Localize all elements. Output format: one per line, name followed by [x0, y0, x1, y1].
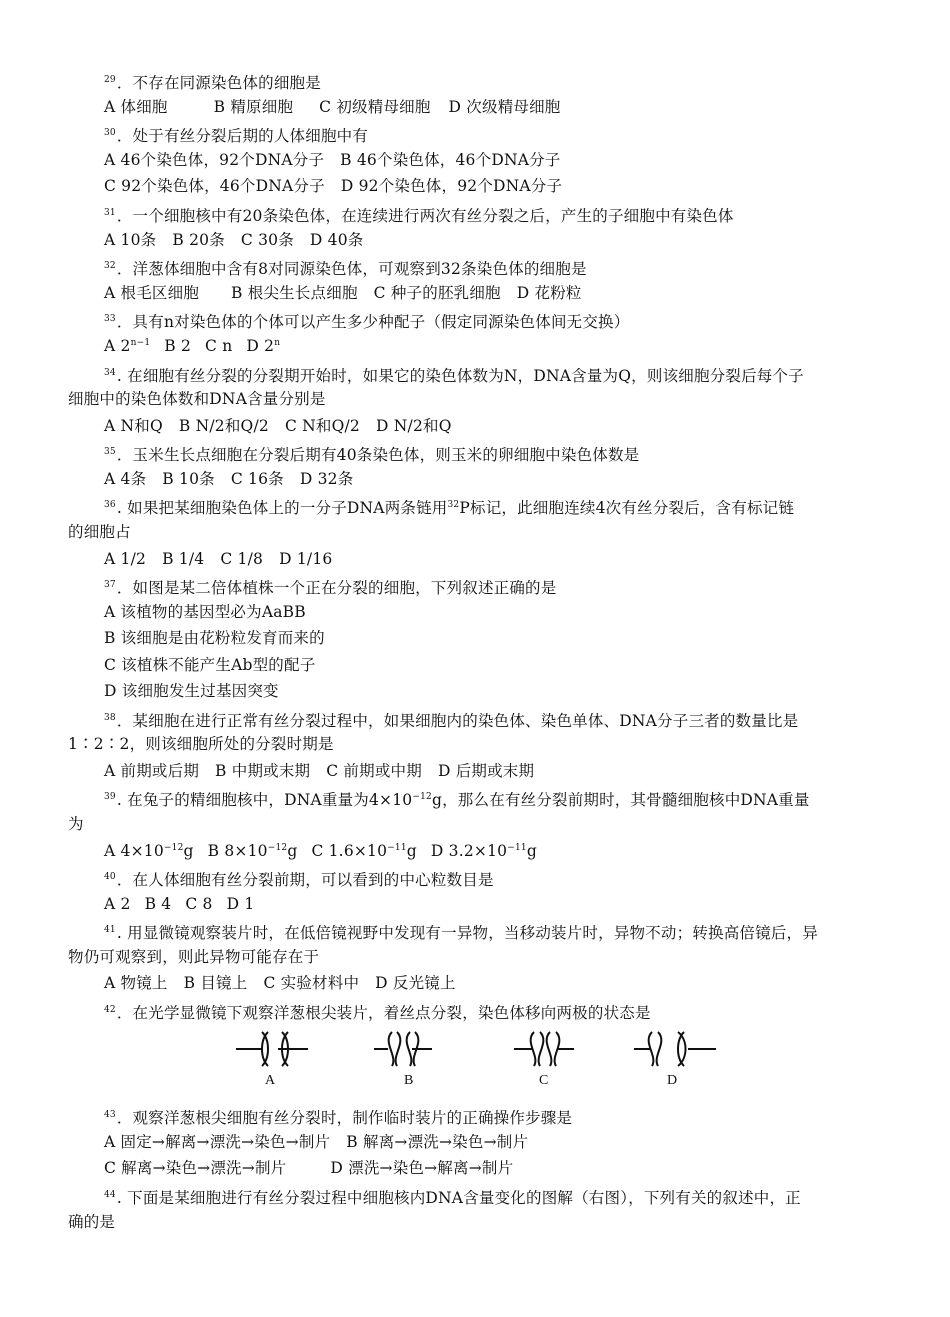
question-33: $^{33}$．具有n对染色体的个体可以产生多少种配子（假定同源染色体间无交换）: [104, 313, 630, 332]
question-36-continued: 的细胞占: [68, 523, 131, 541]
question-43-options-cd: C 解离→染色→漂洗→制片 D 漂洗→染色→解离→制片: [104, 1159, 514, 1177]
question-43-options-ab: A 固定→解离→漂洗→染色→制片 B 解离→漂洗→染色→制片: [104, 1133, 529, 1151]
question-34: $^{34}$. 在细胞有丝分裂的分裂期开始时，如果它的染色体数为N，DNA含量为Q，则该细胞分裂后每个子: [104, 367, 804, 386]
question-30-options-ab: A 46个染色体，92个DNA分子 B 46个染色体，46个DNA分子: [104, 151, 561, 169]
question-42: $^{42}$．在光学显微镜下观察洋葱根尖装片，着丝点分裂，染色体移向两极的状态是: [104, 1004, 651, 1023]
question-40-options: A 2 B 4 C 8 D 1: [104, 895, 255, 913]
question-29-options: A 体细胞 B 精原细胞 C 初级精母细胞 D 次级精母细胞: [104, 98, 561, 116]
chromosome-option-b: [374, 1032, 432, 1066]
question-43: $^{43}$．观察洋葱根尖细胞有丝分裂时，制作临时装片的正确操作步骤是: [104, 1109, 573, 1128]
question-40: $^{40}$．在人体细胞有丝分裂前期，可以看到的中心粒数目是: [104, 871, 494, 890]
question-37-option-a: A 该植物的基因型必为AaBB: [104, 603, 306, 621]
question-44-continued: 确的是: [68, 1213, 116, 1231]
chromosome-figure: [232, 1026, 722, 1092]
question-38-continued: 1∶2∶2，则该细胞所处的分裂时期是: [68, 735, 334, 753]
figure-label-d: D: [667, 1073, 678, 1088]
question-31-options: A 10条 B 20条 C 30条 D 40条: [104, 231, 364, 249]
question-32: $^{32}$．洋葱体细胞中含有8对同源染色体，可观察到32条染色体的细胞是: [104, 260, 587, 279]
question-39: $^{39}$. 在兔子的精细胞核中，DNA重量为$4\times 10^{-12}g$，那么在有丝分裂前期时，其骨髓细胞核中DNA重量: [104, 791, 810, 810]
question-41-continued: 物仍可观察到，则此异物可能存在于: [68, 948, 320, 966]
question-29: $^{29}$．不存在同源染色体的细胞是: [104, 74, 321, 93]
question-39-options: A $4\times 10^{-12}g$ B $8\times 10^{-12}g$ C $1.6\times 10^{-11}g$ D $3.2\times 10^{-11}g$: [104, 842, 537, 860]
question-44: $^{44}$. 下面是某细胞进行有丝分裂过程中细胞核内DNA含量变化的图解（右图），下列有关的叙述中，正: [104, 1189, 801, 1208]
question-38-options: A 前期或后期 B 中期或末期 C 前期或中期 D 后期或末期: [104, 762, 535, 780]
question-32-options: A 根毛区细胞 B 根尖生长点细胞 C 种子的胚乳细胞 D 花粉粒: [104, 284, 582, 302]
chromosome-drawings: [232, 1026, 722, 1092]
question-36-options: A 1/2 B 1/4 C 1/8 D 1/16: [104, 550, 333, 568]
figure-label-b: B: [404, 1073, 414, 1088]
question-36: $^{36}$. 如果把某细胞染色体上的一分子DNA两条链用$^{32}$P标记，此细胞连续4次有丝分裂后，含有标记链: [104, 499, 795, 518]
question-37: $^{37}$．如图是某二倍体植株一个正在分裂的细胞，下列叙述正确的是: [104, 579, 557, 598]
question-35-options: A 4条 B 10条 C 16条 D 32条: [104, 470, 354, 488]
question-37-option-b: B 该细胞是由花粉粒发育而来的: [104, 629, 325, 647]
question-41: $^{41}$. 用显微镜观察装片时，在低倍镜视野中发现有一异物，当移动装片时，异物不动；转换高倍镜后，异: [104, 924, 818, 943]
question-33-options: A $2^{n-1}$ B 2 C n D 2$^n$: [104, 337, 281, 355]
chromosome-option-c: [514, 1032, 574, 1066]
question-34-continued: 细胞中的染色体数和DNA含量分别是: [68, 390, 326, 408]
question-35: $^{35}$．玉米生长点细胞在分裂后期有40条染色体，则玉米的卵细胞中染色体数是: [104, 446, 640, 465]
question-34-options: A N和Q B N/2和Q/2 C N和Q/2 D N/2和Q: [104, 417, 452, 435]
question-39-continued: 为: [68, 815, 84, 833]
question-37-option-d: D 该细胞发生过基因突变: [104, 682, 279, 700]
figure-label-c: C: [539, 1073, 549, 1088]
question-31: $^{31}$．一个细胞核中有20条染色体，在连续进行两次有丝分裂之后，产生的子细胞中有染色体: [104, 207, 734, 226]
question-30-options-cd: C 92个染色体，46个DNA分子 D 92个染色体，92个DNA分子: [104, 177, 563, 195]
question-38: $^{38}$．某细胞在进行正常有丝分裂过程中，如果细胞内的染色体、染色单体、DNA分子三者的数量比是: [104, 712, 799, 731]
figure-label-a: A: [265, 1073, 276, 1088]
question-41-options: A 物镜上 B 目镜上 C 实验材料中 D 反光镜上: [104, 974, 456, 992]
question-37-option-c: C 该植株不能产生Ab型的配子: [104, 656, 316, 674]
chromosome-option-d: [634, 1032, 716, 1066]
question-30: $^{30}$．处于有丝分裂后期的人体细胞中有: [104, 127, 369, 146]
chromosome-option-a: [236, 1032, 308, 1066]
